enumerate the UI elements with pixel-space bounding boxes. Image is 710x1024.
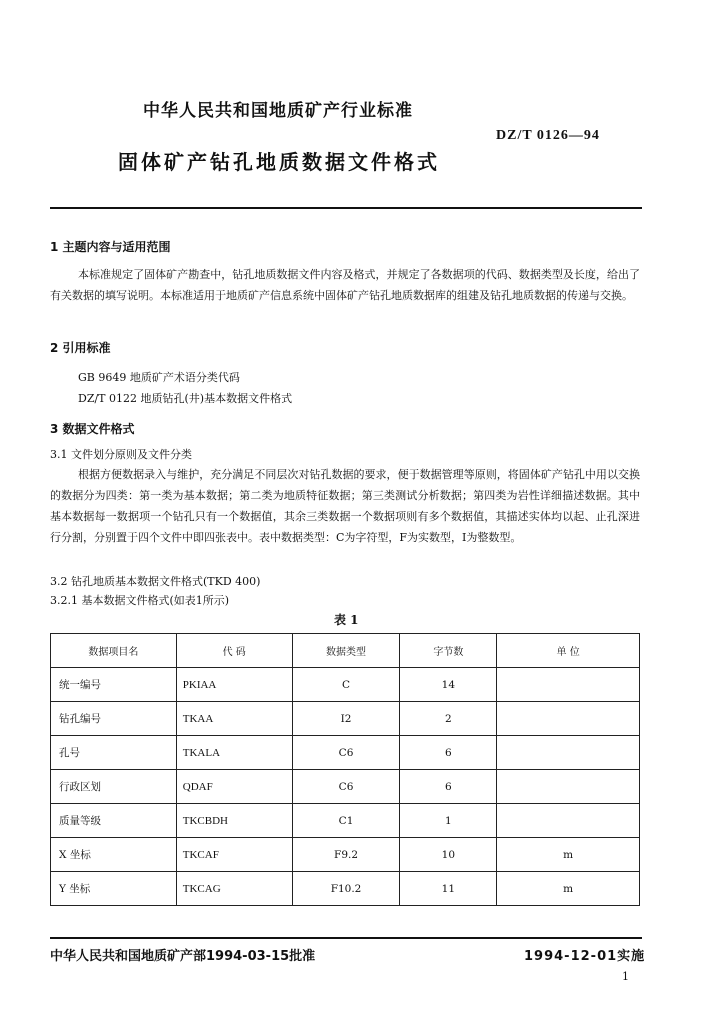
unit-cell: m <box>497 838 640 872</box>
page-number: 1 <box>622 970 629 983</box>
unit-cell: m <box>497 872 640 906</box>
code-cell: TKCAF <box>176 838 292 872</box>
reference-item: GB 9649 地质矿产术语分类代码 <box>78 371 240 384</box>
header-cell: 单 位 <box>497 634 640 668</box>
unit-cell <box>497 736 640 770</box>
type-cell: F10.2 <box>292 872 400 906</box>
type-cell: C6 <box>292 770 400 804</box>
table-row <box>51 804 640 838</box>
code-cell: QDAF <box>176 770 292 804</box>
table-caption: 表 1 <box>334 613 359 627</box>
item-name-cell: 钻孔编号 <box>51 702 177 736</box>
unit-cell <box>497 770 640 804</box>
type-cell: C1 <box>292 804 400 838</box>
reference-item: DZ/T 0122 地质钻孔(井)基本数据文件格式 <box>78 392 293 405</box>
table-row <box>51 770 640 804</box>
bytes-cell: 1 <box>400 804 497 838</box>
bytes-cell: 2 <box>400 702 497 736</box>
type-cell: C6 <box>292 736 400 770</box>
code-cell: PKIAA <box>176 668 292 702</box>
code-cell: TKCAG <box>176 872 292 906</box>
top-rule <box>50 207 642 209</box>
section-3-2-heading: 3.2 钻孔地质基本数据文件格式(TKD 400) <box>50 575 261 588</box>
standard-title: 中华人民共和国地质矿产行业标准 <box>143 101 413 121</box>
bytes-cell: 6 <box>400 770 497 804</box>
item-name-cell: 行政区划 <box>51 770 177 804</box>
type-cell: I2 <box>292 702 400 736</box>
approval-line: 中华人民共和国地质矿产部1994-03-15批准 <box>50 949 316 964</box>
bytes-cell: 11 <box>400 872 497 906</box>
bytes-cell: 14 <box>400 668 497 702</box>
item-name-cell: 质量等级 <box>51 804 177 838</box>
item-name-cell: X 坐标 <box>51 838 177 872</box>
code-cell: TKALA <box>176 736 292 770</box>
section-1-heading: 1 主题内容与适用范围 <box>50 240 171 254</box>
header-cell: 字节数 <box>400 634 497 668</box>
type-cell: C <box>292 668 400 702</box>
section-2-heading: 2 引用标准 <box>50 341 111 355</box>
table-row <box>51 838 640 872</box>
data-file-format-table <box>50 633 640 906</box>
header-cell: 数据项目名 <box>51 634 177 668</box>
unit-cell <box>497 804 640 838</box>
table-row <box>51 872 640 906</box>
unit-cell <box>497 702 640 736</box>
header-cell: 数据类型 <box>292 634 400 668</box>
code-cell: TKAA <box>176 702 292 736</box>
bytes-cell: 10 <box>400 838 497 872</box>
standard-code: DZ/T 0126—94 <box>496 128 600 143</box>
table-row <box>51 702 640 736</box>
type-cell: F9.2 <box>292 838 400 872</box>
section-3-1-text: 根据方便数据录入与维护，充分满足不同层次对钻孔数据的要求，便于数据管理等原则，将固体矿产钻孔中用以交换的数据分为四类：第一类为基本数据；第二类为地质特征数据；第三类测试分析数据；第四类为岩性详细描述数据。其中基本数据每一数据项一个钻孔只有一个数据值，其余三类数据一个数据项则有多个数据值，其描述实体均以起、止孔深进行分割，分别置于四个文件中即四张表中。表中数据类型：C为字符型，F为实数型，I为整数型。 <box>50 468 640 544</box>
bytes-cell: 6 <box>400 736 497 770</box>
section-1-text: 本标准规定了固体矿产勘查中，钻孔地质数据文件内容及格式，并规定了各数据项的代码、数据类型及长度，给出了有关数据的填写说明。本标准适用于地质矿产信息系统中固体矿产钻孔地质数据库的组建及钻孔地质数据的传递与交换。 <box>50 268 640 302</box>
section-3-2-1-heading: 3.2.1 基本数据文件格式(如表1所示) <box>50 594 230 607</box>
document-title: 固体矿产钻孔地质数据文件格式 <box>118 150 440 174</box>
table-row <box>51 668 640 702</box>
code-cell: TKCBDH <box>176 804 292 838</box>
effective-date: 1994-12-01实施 <box>524 949 646 964</box>
section-3-heading: 3 数据文件格式 <box>50 422 135 436</box>
header-cell: 代 码 <box>176 634 292 668</box>
item-name-cell: 统一编号 <box>51 668 177 702</box>
table-header-row <box>51 634 640 668</box>
unit-cell <box>497 668 640 702</box>
bottom-rule <box>50 937 642 939</box>
section-3-1-heading: 3.1 文件划分原则及文件分类 <box>50 448 192 461</box>
item-name-cell: 孔号 <box>51 736 177 770</box>
item-name-cell: Y 坐标 <box>51 872 177 906</box>
table-row <box>51 736 640 770</box>
